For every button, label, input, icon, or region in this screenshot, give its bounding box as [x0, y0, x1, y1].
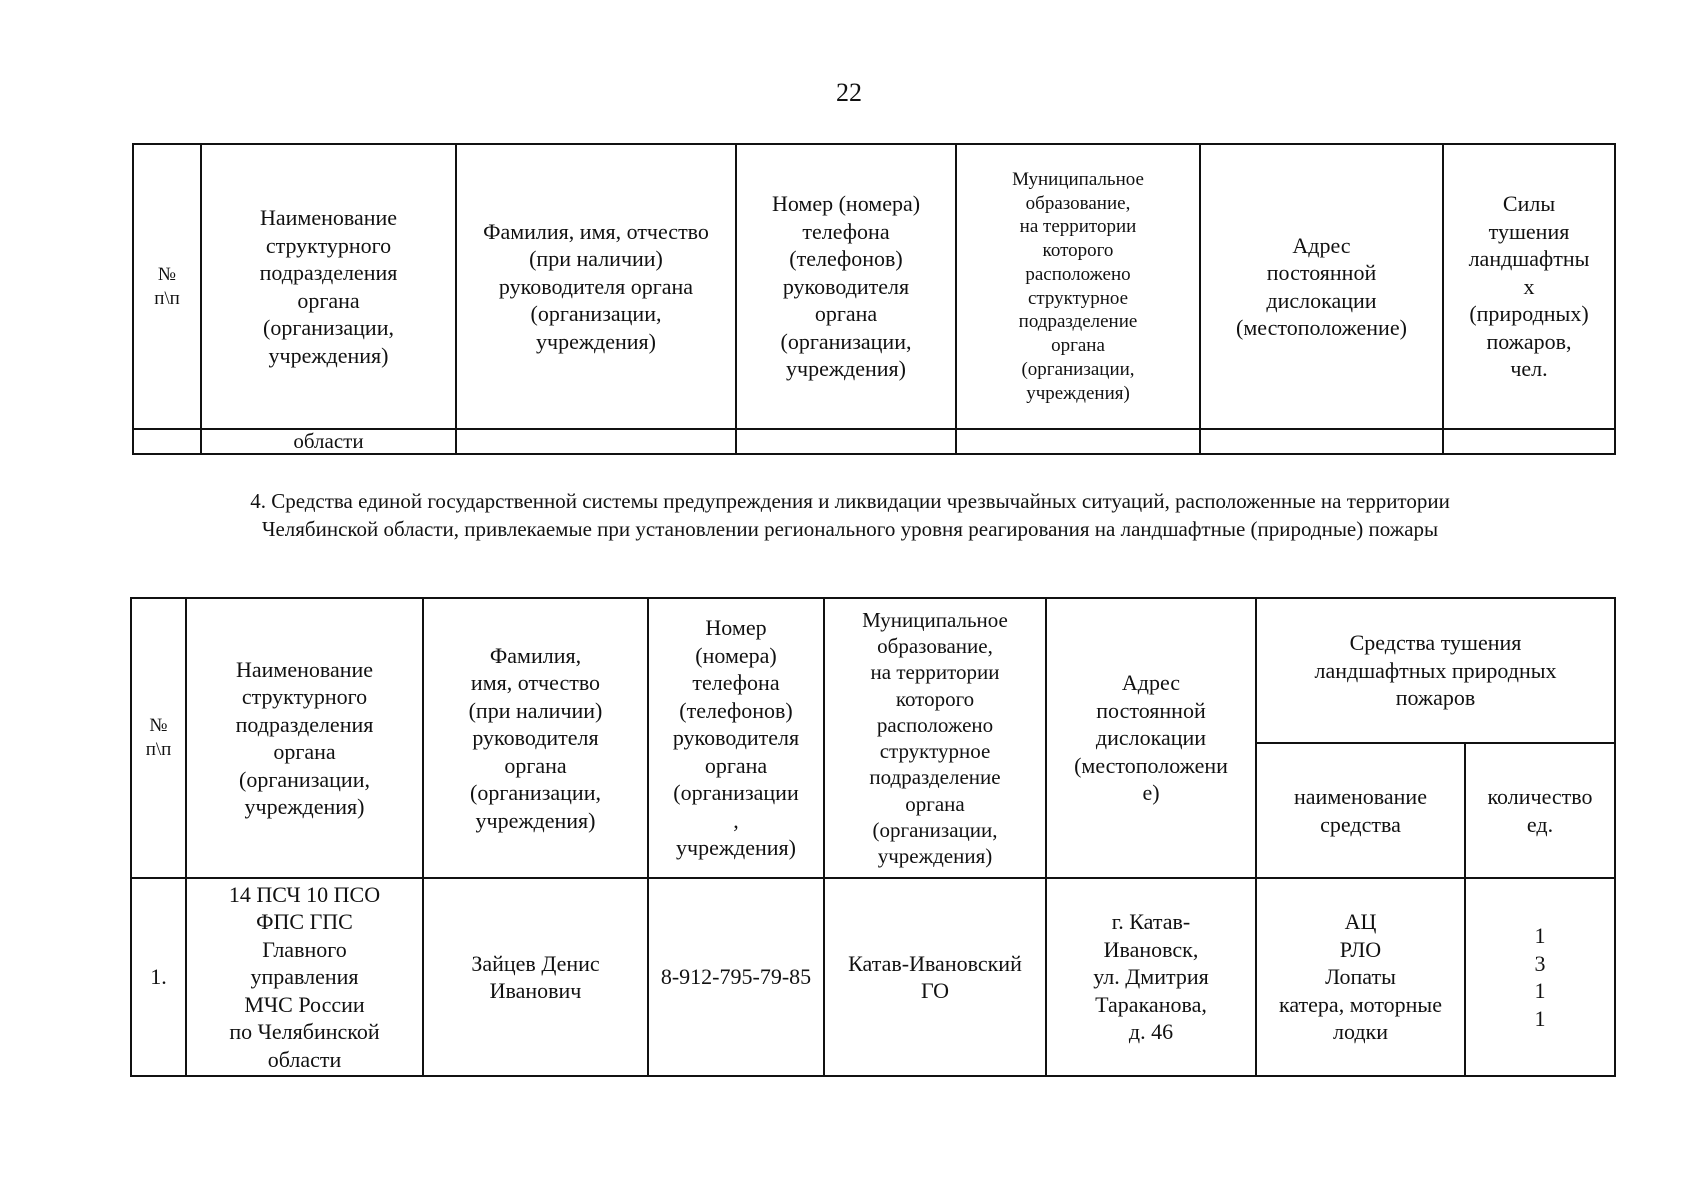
means-name-cell: АЦ РЛО Лопаты катера, моторные лодки — [1256, 878, 1465, 1076]
table-cell — [736, 429, 956, 454]
table-cell — [956, 429, 1200, 454]
column-header-unit-name: Наименование структурного подразделения органа (организации, учреждения) — [186, 598, 423, 878]
table-row — [131, 878, 1615, 1076]
table-units-header-continuation — [132, 143, 1616, 455]
column-header-phone: Номер (номера) телефона (телефонов) руководителя органа (организации, учреждения) — [736, 144, 956, 429]
row-number-cell: 1. — [131, 878, 186, 1076]
municipality-cell: Катав-Ивановский ГО — [824, 878, 1046, 1076]
column-header-head-person: Фамилия, имя, отчество (при наличии) руководителя органа (организации, учреждения) — [456, 144, 736, 429]
column-header-head-person: Фамилия, имя, отчество (при наличии) руководителя органа (организации, учреждения) — [423, 598, 648, 878]
table-row — [133, 429, 1615, 454]
table-cell — [133, 429, 201, 454]
head-person-cell: Зайцев Денис Иванович — [423, 878, 648, 1076]
table-header-row — [131, 598, 1615, 743]
unit-name-cell: 14 ПСЧ 10 ПСО ФПС ГПС Главного управления МЧС России по Челябинской области — [186, 878, 423, 1076]
column-header-municipality: Муниципальное образование, на территории которого расположено структурное подразделение органа (организации, учреждения) — [824, 598, 1046, 878]
table-cell: области — [201, 429, 456, 454]
table-cell — [456, 429, 736, 454]
column-header-means-count: количество ед. — [1465, 743, 1615, 878]
section-4-heading: 4. Средства единой государственной системы предупреждения и ликвидации чрезвычайных ситуаций, расположенные на территории Челябинской области, привлекаемые при установлении регионального уровня реагирования на ландшафтные (природные) пожары — [250, 489, 1450, 541]
column-header-number: № п\п — [133, 144, 201, 429]
column-header-unit-name: Наименование структурного подразделения органа (организации, учреждения) — [201, 144, 456, 429]
column-header-number: № п\п — [131, 598, 186, 878]
column-header-means-name: наименование средства — [1256, 743, 1465, 878]
column-header-forces: Силы тушения ландшафтны х (природных) пожаров, чел. — [1443, 144, 1615, 429]
table-cell — [1200, 429, 1443, 454]
phone-cell: 8-912-795-79-85 — [648, 878, 824, 1076]
column-group-header-means: Средства тушения ландшафтных природных пожаров — [1256, 598, 1615, 743]
column-header-municipality: Муниципальное образование, на территории которого расположено структурное подразделение органа (организации, учреждения) — [956, 144, 1200, 429]
table-cell — [1443, 429, 1615, 454]
column-header-address: Адрес постоянной дислокации (местоположени е) — [1046, 598, 1256, 878]
column-header-phone: Номер (номера) телефона (телефонов) руководителя органа (организации , учреждения) — [648, 598, 824, 878]
address-cell: г. Катав- Ивановск, ул. Дмитрия Тараканова, д. 46 — [1046, 878, 1256, 1076]
means-count-cell: 1 3 1 1 — [1465, 878, 1615, 1076]
page-number: 22 — [836, 78, 862, 107]
table-header-row — [133, 144, 1615, 429]
table-emergency-means — [130, 597, 1616, 1077]
column-header-address: Адрес постоянной дислокации (местоположение) — [1200, 144, 1443, 429]
